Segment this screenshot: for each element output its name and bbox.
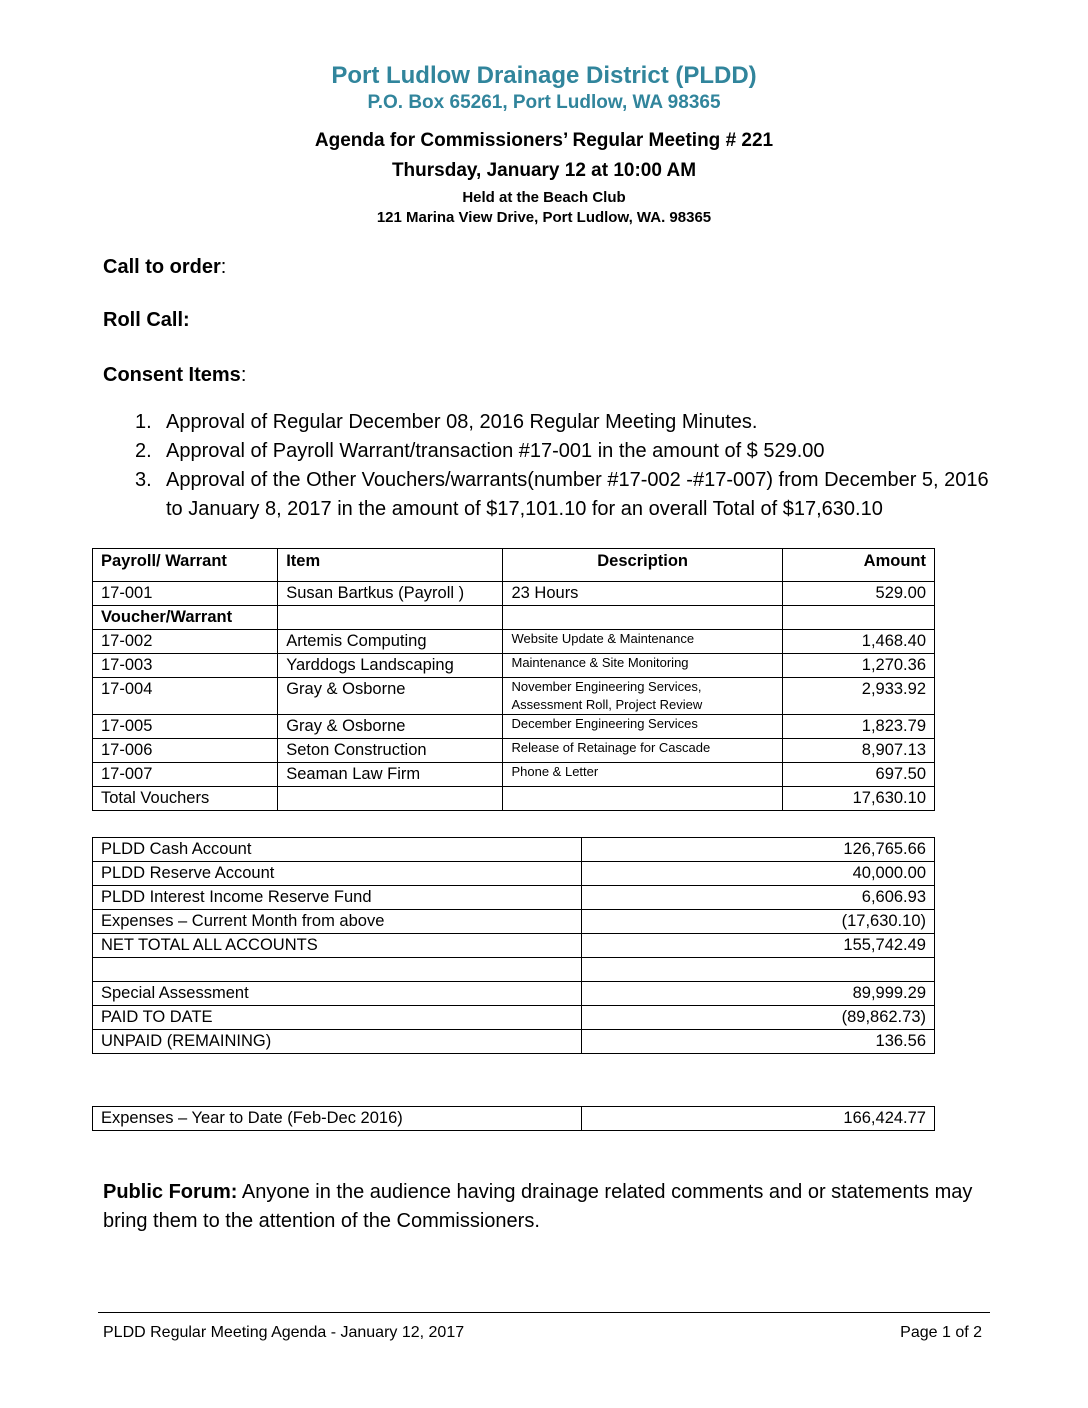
accounts-table <box>92 837 935 1054</box>
district-address: P.O. Box 65261, Port Ludlow, WA 98365 <box>367 92 721 113</box>
table-row: PLDD Reserve Account 40,000.00 <box>93 862 935 886</box>
venue-address: 121 Marina View Drive, Port Ludlow, WA. 98365 <box>376 209 712 226</box>
column-header: Item <box>278 549 503 582</box>
table-row: 17-004 Gray & Osborne November Engineering Services, Assessment Roll, Project Review 2,933.92 <box>93 678 935 715</box>
consent-item: 3. Approval of the Other Vouchers/warrants(number #17-002 -#17-007) from December 5, 2016 to January 8, 2017 in the amount of $17,101.10 for an overall Total of $17,630.10 <box>135 469 989 520</box>
agenda-title: Agenda for Commissioners’ Regular Meeting # 221 <box>314 130 774 151</box>
call-to-order-heading: Call to order: <box>103 256 227 278</box>
consent-item: 2. Approval of Payroll Warrant/transaction #17-001 in the amount of $ 529.00 <box>135 440 825 462</box>
footer-document-title: PLDD Regular Meeting Agenda - January 12, 2017 <box>103 1324 465 1341</box>
table-row: 17-002 Artemis Computing Website Update & Maintenance 1,468.40 <box>93 630 935 654</box>
table-section-row: Voucher/Warrant <box>93 606 935 630</box>
consent-items-list <box>130 408 990 524</box>
public-forum-paragraph: Public Forum: Anyone in the audience having drainage related comments and or statements may bring them to the attention of the Commissioners. <box>103 1181 973 1232</box>
table-row: PLDD Interest Income Reserve Fund 6,606.93 <box>93 886 935 910</box>
footer-divider <box>98 1312 990 1313</box>
table-row: 17-001 Susan Bartkus (Payroll ) 23 Hours 529.00 <box>93 582 935 606</box>
footer-page-number: Page 1 of 2 <box>900 1324 982 1341</box>
meeting-datetime: Thursday, January 12 at 10:00 AM <box>391 160 697 181</box>
table-row: UNPAID (REMAINING) 136.56 <box>93 1030 935 1054</box>
consent-item: 1. Approval of Regular December 08, 2016 Regular Meeting Minutes. <box>135 411 758 433</box>
table-row: Expenses – Current Month from above (17,630.10) <box>93 910 935 934</box>
district-title: Port Ludlow Drainage District (PLDD) <box>331 62 757 89</box>
consent-items-heading: Consent Items: <box>103 364 247 386</box>
column-header: Payroll/ Warrant <box>93 549 278 582</box>
ytd-expenses-table <box>92 1106 935 1131</box>
table-row: PAID TO DATE (89,862.73) <box>93 1006 935 1030</box>
voucher-table <box>92 548 935 811</box>
table-row: 17-003 Yarddogs Landscaping Maintenance & Site Monitoring 1,270.36 <box>93 654 935 678</box>
column-header: Amount <box>782 549 934 582</box>
table-row: 17-005 Gray & Osborne December Engineering Services 1,823.79 <box>93 715 935 739</box>
table-total-row: Total Vouchers 17,630.10 <box>93 787 935 811</box>
table-header-row <box>93 549 935 582</box>
table-row: PLDD Cash Account 126,765.66 <box>93 838 935 862</box>
column-header: Description <box>503 549 782 582</box>
meeting-venue: Held at the Beach Club <box>462 189 626 206</box>
table-row: Expenses – Year to Date (Feb-Dec 2016) 166,424.77 <box>93 1107 935 1131</box>
table-row: Special Assessment 89,999.29 <box>93 982 935 1006</box>
table-row: 17-007 Seaman Law Firm Phone & Letter 697.50 <box>93 763 935 787</box>
table-row <box>93 958 935 982</box>
table-row: 17-006 Seton Construction Release of Retainage for Cascade 8,907.13 <box>93 739 935 763</box>
table-row: NET TOTAL ALL ACCOUNTS 155,742.49 <box>93 934 935 958</box>
roll-call-heading: Roll Call: <box>103 309 190 331</box>
